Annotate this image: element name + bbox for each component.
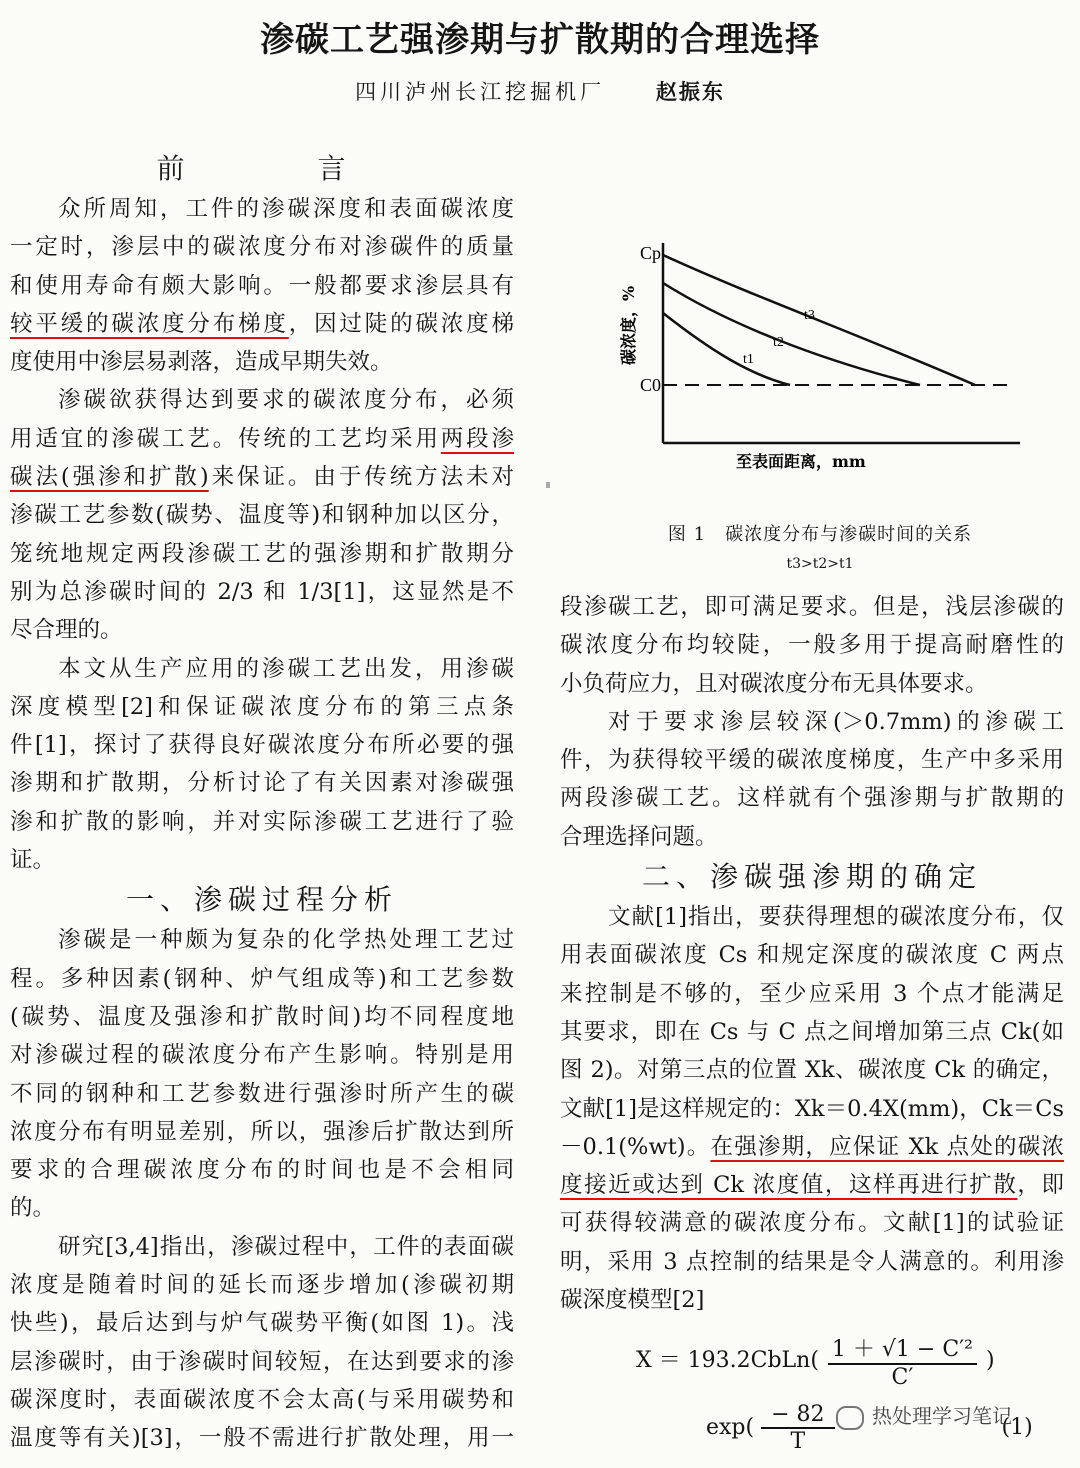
text-line: 证。	[10, 847, 56, 874]
text-line: 对渗碳过程的碳浓度分布产生影响。特别是用	[10, 1042, 514, 1069]
curve-t3	[663, 255, 975, 385]
text-line: 温度等有关)[3]，一般不需进行扩散处理，用一	[10, 1425, 514, 1452]
left-column	[10, 148, 514, 1458]
formula-1-numerator: 1 ＋ √1 − C′²	[828, 1332, 977, 1365]
text-line: 对于要求渗层较深(＞0.7mm)的渗碳工	[608, 708, 1064, 735]
text-line: 用表面碳浓度 Cs 和规定深度的碳浓度 C 两点	[560, 942, 1064, 969]
paragraph-1	[10, 190, 514, 381]
text-line: 碳深度模型[2]	[560, 1287, 705, 1314]
text-line: 一定时，渗层中的碳浓度分布对渗碳件的质量	[10, 234, 514, 261]
text-line: 明，采用 3 点控制的结果是令人满意的。利用渗	[560, 1248, 1064, 1275]
text-line: 两段渗碳工艺。这样就有个强渗期与扩散期的	[560, 785, 1064, 812]
underlined-phrase: 在强渗期，应保证 Xk 点处的碳浓	[710, 1133, 1064, 1160]
text-line: 本文从生产应用的渗碳工艺出发，用渗碳	[58, 655, 514, 682]
text-line: 用适宜的渗碳工艺。传统的工艺均采用两段渗	[10, 425, 514, 452]
text-line: 碳浓度分布均较陡，一般多用于提高耐磨性的	[560, 632, 1064, 659]
text-line: －0.1(%wt)。在强渗期，应保证 Xk 点处的碳浓	[560, 1133, 1064, 1160]
text-line: 合理选择问题。	[560, 823, 718, 850]
curve-label-t1: t1	[743, 352, 754, 367]
text-line: (碳势、温度及强渗和扩散时间)均不同程度地	[10, 1003, 514, 1030]
underlined-phrase: 碳法(强渗和扩散)	[10, 464, 209, 491]
formula-2-denominator: T	[790, 1429, 806, 1454]
paragraph-r1	[560, 588, 1064, 703]
text-line: 要求的合理碳浓度分布的时间也是不会相同	[10, 1157, 514, 1184]
text-line: 浓度是随着时间的延长而逐步增加(渗碳初期	[10, 1272, 514, 1299]
text-line: 渗期和扩散期，分析讨论了有关因素对渗碳强	[10, 770, 514, 797]
text-line: 尽合理的。	[10, 617, 123, 644]
text-line: 较平缓的碳浓度分布梯度，因过陡的碳浓度梯	[10, 310, 514, 337]
curve-label-t3: t3	[804, 308, 815, 323]
formula-2-numerator: − 82	[761, 1402, 834, 1429]
text-line: 碳深度时，表面碳浓度不会太高(与采用碳势和	[10, 1386, 514, 1413]
text-line: 段渗碳工艺，即可满足要求。但是，浅层渗碳的	[560, 594, 1064, 620]
paragraph-4	[10, 921, 514, 1227]
text-line: 渗碳是一种颇为复杂的化学热处理工艺过	[58, 927, 514, 954]
curve-label-t2: t2	[773, 335, 784, 350]
text-line: 可获得较满意的碳浓度分布。文献[1]的试验证	[560, 1210, 1064, 1237]
text-line: 别为总渗碳时间的 2/3 和 1/3[1]，这显然是不	[10, 578, 514, 605]
text-line: 渗和扩散的影响，并对实际渗碳工艺进行了验	[10, 808, 514, 835]
text-line: 笼统地规定两段渗碳工艺的强渗期和扩散期分	[10, 540, 514, 567]
formula-2: exp( $\frac{- 82}{T}$ (1)	[706, 1402, 1033, 1454]
scan-mark	[546, 482, 550, 488]
chat-bubble-icon	[836, 1406, 864, 1430]
article-title: 渗碳工艺强渗期与扩散期的合理选择	[260, 20, 820, 60]
paragraph-2	[10, 381, 514, 649]
text-line: 浓度分布有明显差别，所以，强渗后扩散达到所	[10, 1118, 514, 1145]
text-line: 来控制是不够的，至少应采用 3 个点才能满足	[560, 980, 1064, 1007]
paragraph-r3	[560, 898, 1064, 1319]
paragraph-5	[10, 1228, 514, 1458]
text-line: 渗碳工艺参数(碳势、温度等)和钢种加以区分，	[10, 502, 514, 529]
text-line: 度接近或达到 Ck 浓度值，这样再进行扩散，即	[560, 1172, 1064, 1199]
text-line: 文献[1]指出，要获得理想的碳浓度分布，仅	[608, 904, 1064, 931]
text-line: 小负荷应力，且对碳浓度分布无具体要求。	[560, 670, 988, 697]
y-top-label: Cp	[640, 243, 662, 263]
affiliation: 四川泸州长江挖掘机厂	[355, 80, 606, 104]
curve-t1	[663, 313, 790, 385]
text-line: 不同的钢种和工艺参数进行强渗时所产生的碳	[10, 1080, 514, 1107]
x-axis-label: 至表面距离，mm	[736, 452, 866, 471]
paragraph-r2	[560, 703, 1064, 856]
y-bottom-label: C0	[640, 375, 662, 395]
right-column	[560, 588, 1064, 1319]
text-line: 图 2)。对第三点的位置 Xk、碳浓度 Ck 的确定，	[560, 1057, 1064, 1084]
text-line: 深度模型[2]和保证碳浓度分布的第三点条	[10, 693, 514, 720]
text-line: 件[1]，探讨了获得良好碳浓度分布所必要的强	[10, 732, 514, 759]
paragraph-3	[10, 650, 514, 880]
figure-subcaption: t3>t2>t1	[786, 556, 854, 572]
text-line: 渗碳欲获得达到要求的碳浓度分布，必须	[58, 387, 514, 414]
section-2-heading: 二、渗碳强渗期的确定	[641, 860, 982, 894]
text-line: 件，为获得较平缓的碳浓度梯度，生产中多采用	[560, 747, 1064, 774]
text-line: 程。多种因素(钢种、炉气组成等)和工艺参数	[10, 965, 514, 992]
equation-number: (1)	[1001, 1415, 1033, 1440]
text-line: 层渗碳时，由于渗碳时间较短，在达到要求的渗	[10, 1348, 514, 1375]
underlined-phrase: 两段渗	[440, 425, 514, 452]
formula-1: X ＝ 193.2CbLn( $\frac{\text{1 ＋ √1 − C′²}}{C'}$ )	[636, 1332, 995, 1390]
y-axis-label: 碳浓度，%	[619, 285, 638, 365]
section-1-heading: 一、渗碳过程分析	[125, 883, 398, 917]
text-line: 快些)，最后达到与炉气碳势平衡(如图 1)。浅	[10, 1310, 514, 1337]
text-line: 碳法(强渗和扩散)来保证。由于传统方法未对	[10, 464, 514, 491]
figure-caption: 图 1 碳浓度分布与渗碳时间的关系	[667, 524, 973, 545]
text-line: 文献[1]是这样规定的：Xk＝0.4X(mm)，Ck＝Cs	[560, 1095, 1064, 1122]
underlined-phrase: 度接近或达到 Ck 浓度值，这样再进行扩散	[560, 1172, 1018, 1199]
preface-heading: 前 言	[156, 152, 408, 185]
watermark: 热处理学习笔记	[836, 1400, 1012, 1430]
text-line: 和使用寿命有颇大影响。一般都要求渗层具有	[10, 272, 514, 299]
text-line: 众所周知，工件的渗碳深度和表面碳浓度	[58, 196, 514, 222]
text-line: 其要求，即在 Cs 与 C 点之间增加第三点 Ck(如	[560, 1018, 1064, 1045]
byline	[0, 76, 1080, 106]
text-line: 度使用中渗层易剥落，造成早期失效。	[10, 349, 393, 376]
author: 赵振东	[655, 79, 725, 104]
text-line: 研究[3,4]指出，渗碳过程中，工件的表面碳	[58, 1233, 514, 1260]
text-line: 的。	[10, 1195, 56, 1222]
underlined-phrase: 较平缓的碳浓度分布梯度	[10, 310, 289, 337]
curve-t2	[663, 283, 920, 385]
formula-1-denominator: C′	[891, 1365, 914, 1390]
